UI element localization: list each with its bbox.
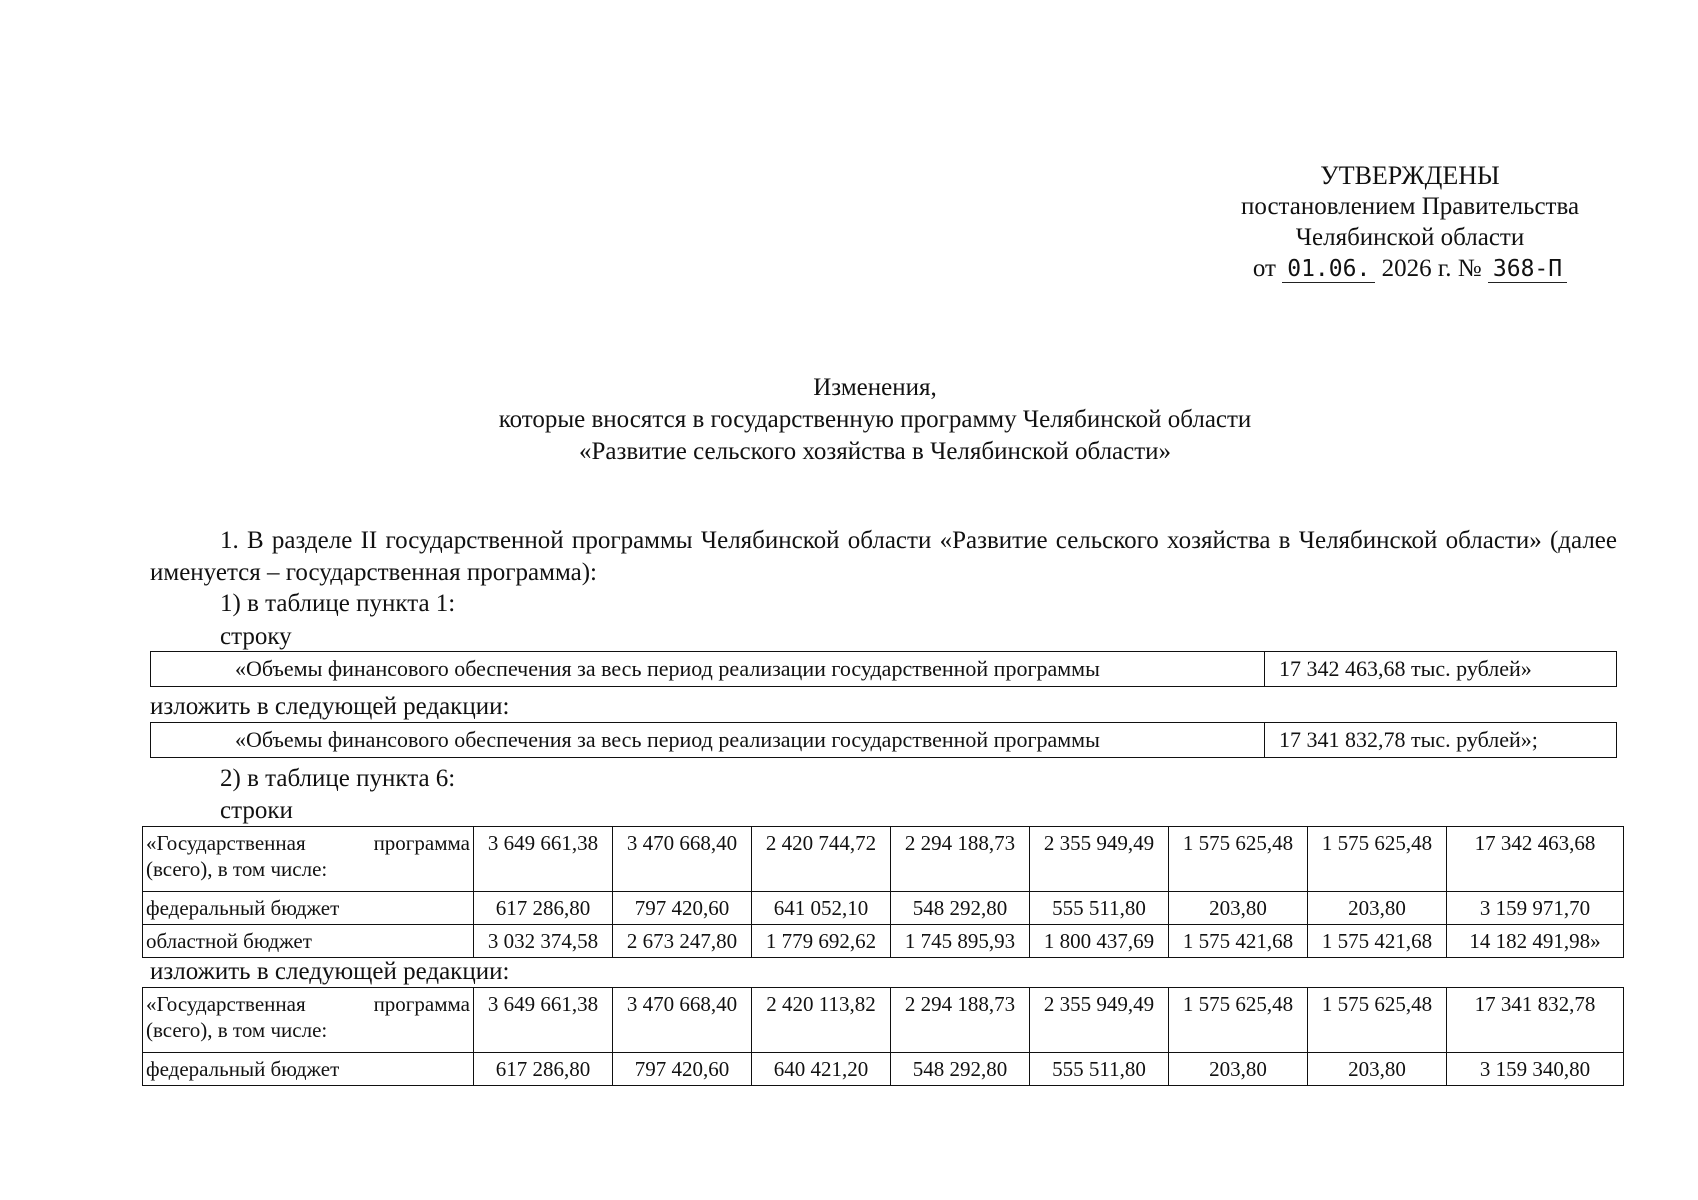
- handwritten-number: 368-П: [1488, 256, 1567, 283]
- row-label: федеральный бюджет: [143, 1053, 474, 1086]
- box-row-old: [150, 651, 1617, 687]
- table-cell: 1 800 437,69: [1030, 925, 1169, 958]
- subpoint-1: 1) в таблице пункта 1:: [220, 590, 456, 617]
- table-cell: 1 575 625,48: [1169, 827, 1308, 892]
- table-row: [143, 892, 1624, 925]
- word-row: строку: [220, 623, 292, 650]
- table-cell: 617 286,80: [474, 892, 613, 925]
- table-cell: 14 182 491,98»: [1447, 925, 1624, 958]
- table-cell: 3 470 668,40: [613, 827, 752, 892]
- table-cell: 17 341 832,78: [1447, 988, 1624, 1053]
- table-cell: 17 342 463,68: [1447, 827, 1624, 892]
- table-cell: 2 420 113,82: [752, 988, 891, 1053]
- table-cell: 3 649 661,38: [474, 988, 613, 1053]
- date-prefix: от: [1252, 255, 1276, 282]
- restate-2: изложить в следующей редакции:: [150, 958, 510, 985]
- table-cell: 1 575 625,48: [1169, 988, 1308, 1053]
- approval-line-1: постановлением Правительства: [1240, 193, 1580, 220]
- table-cell: 797 420,60: [613, 892, 752, 925]
- subpoint-2: 2) в таблице пункта 6:: [220, 765, 456, 792]
- finance-table-old: [142, 826, 1624, 958]
- date-year: 2026 г. №: [1381, 255, 1482, 282]
- box-old-value: 17 342 463,68 тыс. рублей»: [1279, 656, 1532, 681]
- handwritten-date: 01.06.: [1282, 256, 1375, 283]
- table-cell: 617 286,80: [474, 1053, 613, 1086]
- approval-date-line: [1180, 253, 1640, 284]
- table-cell: 3 032 374,58: [474, 925, 613, 958]
- table-cell: 1 779 692,62: [752, 925, 891, 958]
- table-cell: 2 420 744,72: [752, 827, 891, 892]
- table-cell: 1 745 895,93: [891, 925, 1030, 958]
- row-label: «Государственная программа (всего), в том числе:: [143, 827, 474, 892]
- table-cell: 203,80: [1169, 1053, 1308, 1086]
- box-row-new: [150, 722, 1617, 758]
- table-row: [143, 925, 1624, 958]
- paragraph-1: 1. В разделе II государственной программы Челябинской области «Развитие сельского хозяйства в Челябинской области» (далее именуется – государственная программа):: [150, 527, 1617, 586]
- table-cell: 203,80: [1308, 892, 1447, 925]
- table-cell: 3 470 668,40: [613, 988, 752, 1053]
- table-cell: 1 575 625,48: [1308, 827, 1447, 892]
- table-row: [143, 988, 1624, 1053]
- title-line-3: «Развитие сельского хозяйства в Челябинской области»: [578, 438, 1172, 465]
- table-cell: 3 159 971,70: [1447, 892, 1624, 925]
- approval-block: [1180, 160, 1640, 284]
- word-rows: строки: [220, 797, 293, 824]
- box-new-label: «Объемы финансового обеспечения за весь период реализации государственной программы: [151, 723, 1265, 757]
- restate-1: изложить в следующей редакции:: [150, 693, 510, 720]
- table-cell: 2 355 949,49: [1030, 827, 1169, 892]
- approval-line-2: Челябинской области: [1295, 224, 1525, 251]
- table-cell: 3 159 340,80: [1447, 1053, 1624, 1086]
- table-cell: 2 294 188,73: [891, 988, 1030, 1053]
- title-line-1: Изменения,: [813, 374, 937, 401]
- table-row: [143, 1053, 1624, 1086]
- table-cell: 2 355 949,49: [1030, 988, 1169, 1053]
- approved-heading: УТВЕРЖДЕНЫ: [1320, 161, 1500, 190]
- table-cell: 548 292,80: [891, 1053, 1030, 1086]
- table-cell: 2 294 188,73: [891, 827, 1030, 892]
- table-cell: 555 511,80: [1030, 892, 1169, 925]
- table-cell: 3 649 661,38: [474, 827, 613, 892]
- table-cell: 203,80: [1308, 1053, 1447, 1086]
- title-line-2: которые вносятся в государственную программу Челябинской области: [498, 406, 1252, 433]
- table-cell: 1 575 421,68: [1308, 925, 1447, 958]
- box-old-label: «Объемы финансового обеспечения за весь период реализации государственной программы: [151, 652, 1265, 686]
- table-cell: 2 673 247,80: [613, 925, 752, 958]
- table-cell: 641 052,10: [752, 892, 891, 925]
- row-label: «Государственная программа (всего), в том числе:: [143, 988, 474, 1053]
- row-label: федеральный бюджет: [143, 892, 474, 925]
- table-row: [143, 827, 1624, 892]
- table-cell: 203,80: [1169, 892, 1308, 925]
- table-cell: 555 511,80: [1030, 1053, 1169, 1086]
- table-cell: 548 292,80: [891, 892, 1030, 925]
- finance-table-new: [142, 987, 1624, 1086]
- document-title: [150, 372, 1600, 468]
- box-new-value: 17 341 832,78 тыс. рублей»;: [1279, 727, 1538, 752]
- table-cell: 797 420,60: [613, 1053, 752, 1086]
- row-label: областной бюджет: [143, 925, 474, 958]
- table-cell: 1 575 421,68: [1169, 925, 1308, 958]
- table-cell: 640 421,20: [752, 1053, 891, 1086]
- table-cell: 1 575 625,48: [1308, 988, 1447, 1053]
